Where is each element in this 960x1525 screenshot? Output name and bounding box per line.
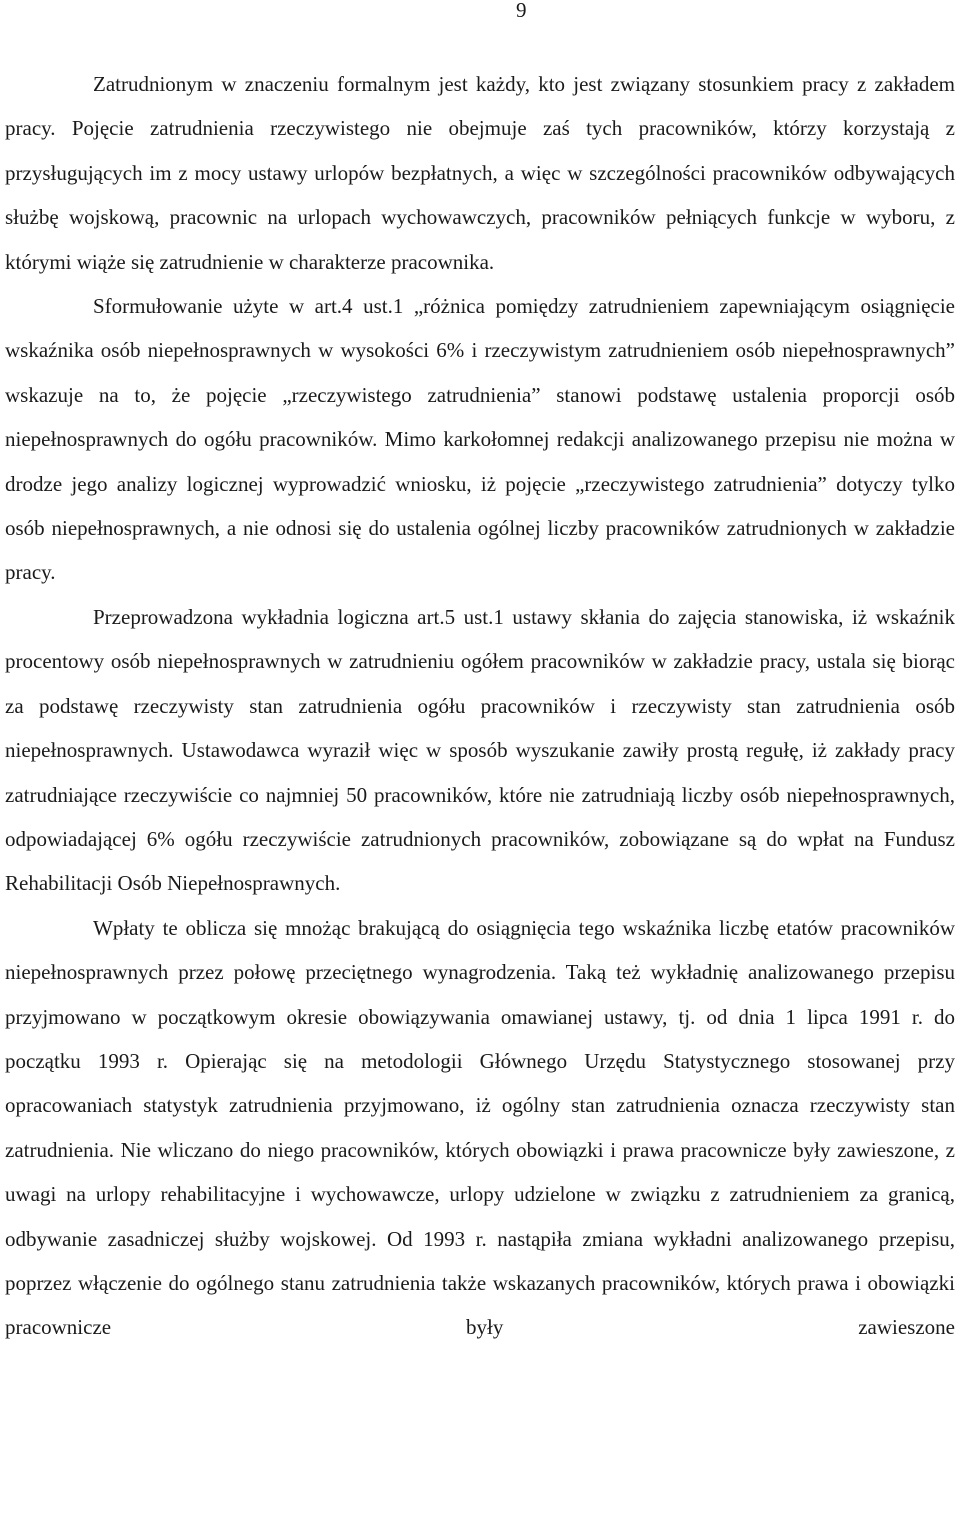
page-number: 9 xyxy=(516,0,527,22)
document-body xyxy=(5,62,955,1350)
paragraph: Zatrudnionym w znaczeniu formalnym jest każdy, kto jest związany stosunkiem pracy z zakładem pracy. Pojęcie zatrudnienia rzeczywistego nie obejmuje zaś tych pracowników, którzy korzystają z przysługujących im z mocy ustawy urlopów bezpłatnych, a więc w szczególności pracowników odbywających służbę wojskową, pracownic na urlopach wychowawczych, pracowników pełniących funkcje w wyboru, z którymi wiąże się zatrudnienie w charakterze pracownika. xyxy=(5,72,955,274)
paragraph: Sformułowanie użyte w art.4 ust.1 „różnica pomiędzy zatrudnieniem zapewniającym osiągnięcie wskaźnika osób niepełnosprawnych w wysokości 6% i rzeczywistym zatrudnieniem osób niepełnosprawnych” wskazuje na to, że pojęcie „rzeczywistego zatrudnienia” stanowi podstawę ustalenia proporcji osób niepełnosprawnych do ogółu pracowników. Mimo karkołomnej redakcji analizowanego przepisu nie można w drodze jego analizy logicznej wyprowadzić wniosku, iż pojęcie „rzeczywistego zatrudnienia” dotyczy tylko osób niepełnosprawnych, a nie odnosi się do ustalenia ogólnej liczby pracowników zatrudnionych w zakładzie pracy. xyxy=(5,294,955,585)
paragraph: Przeprowadzona wykładnia logiczna art.5 ust.1 ustawy skłania do zajęcia stanowiska, iż wskaźnik procentowy osób niepełnosprawnych w zatrudnieniu ogółem pracowników w zakładzie pracy, ustala się biorąc za podstawę rzeczywisty stan zatrudnienia ogółu pracowników i rzeczywisty stan zatrudnienia osób niepełnosprawnych. Ustawodawca wyraził więc w sposób wyszukanie zawiły prostą regułę, iż zakłady pracy zatrudniające rzeczywiście co najmniej 50 pracowników, które nie zatrudniają liczby osób niepełnosprawnych, odpowiadającej 6% ogółu rzeczywiście zatrudnionych pracowników, zobowiązane są do wpłat na Fundusz Rehabilitacji Osób Niepełnosprawnych. xyxy=(5,604,955,896)
paragraph: Wpłaty te oblicza się mnożąc brakującą do osiągnięcia tego wskaźnika liczbę etatów pracowników niepełnosprawnych przez połowę przeciętnego wynagrodzenia. Taką też wykładnię analizowanego przepisu przyjmowano w początkowym okresie obowiązywania omawianej ustawy, tj. od dnia 1 lipca 1991 r. do początku 1993 r. Opierając się na metodologii Głównego Urzędu Statystycznego stosowanej przy opracowaniach statystyk zatrudnienia przyjmowano, iż ogólny stan zatrudnienia oznacza rzeczywisty stan zatrudnienia. Nie wliczano do niego pracowników, których obowiązki i prawa pracownicze były zawieszone, z uwagi na urlopy rehabilitacyjne i wychowawcze, urlopy udzielone w związku z zatrudnieniem za granicą, odbywanie zasadniczej służby wojskowej. Od 1993 r. nastąpiła zmiana wykładni analizowanego przepisu, poprzez włączenie do ogólnego stanu zatrudnienia także wskazanych pracowników, których prawa i obowiązki pracownicze były zawieszone xyxy=(5,915,955,1340)
